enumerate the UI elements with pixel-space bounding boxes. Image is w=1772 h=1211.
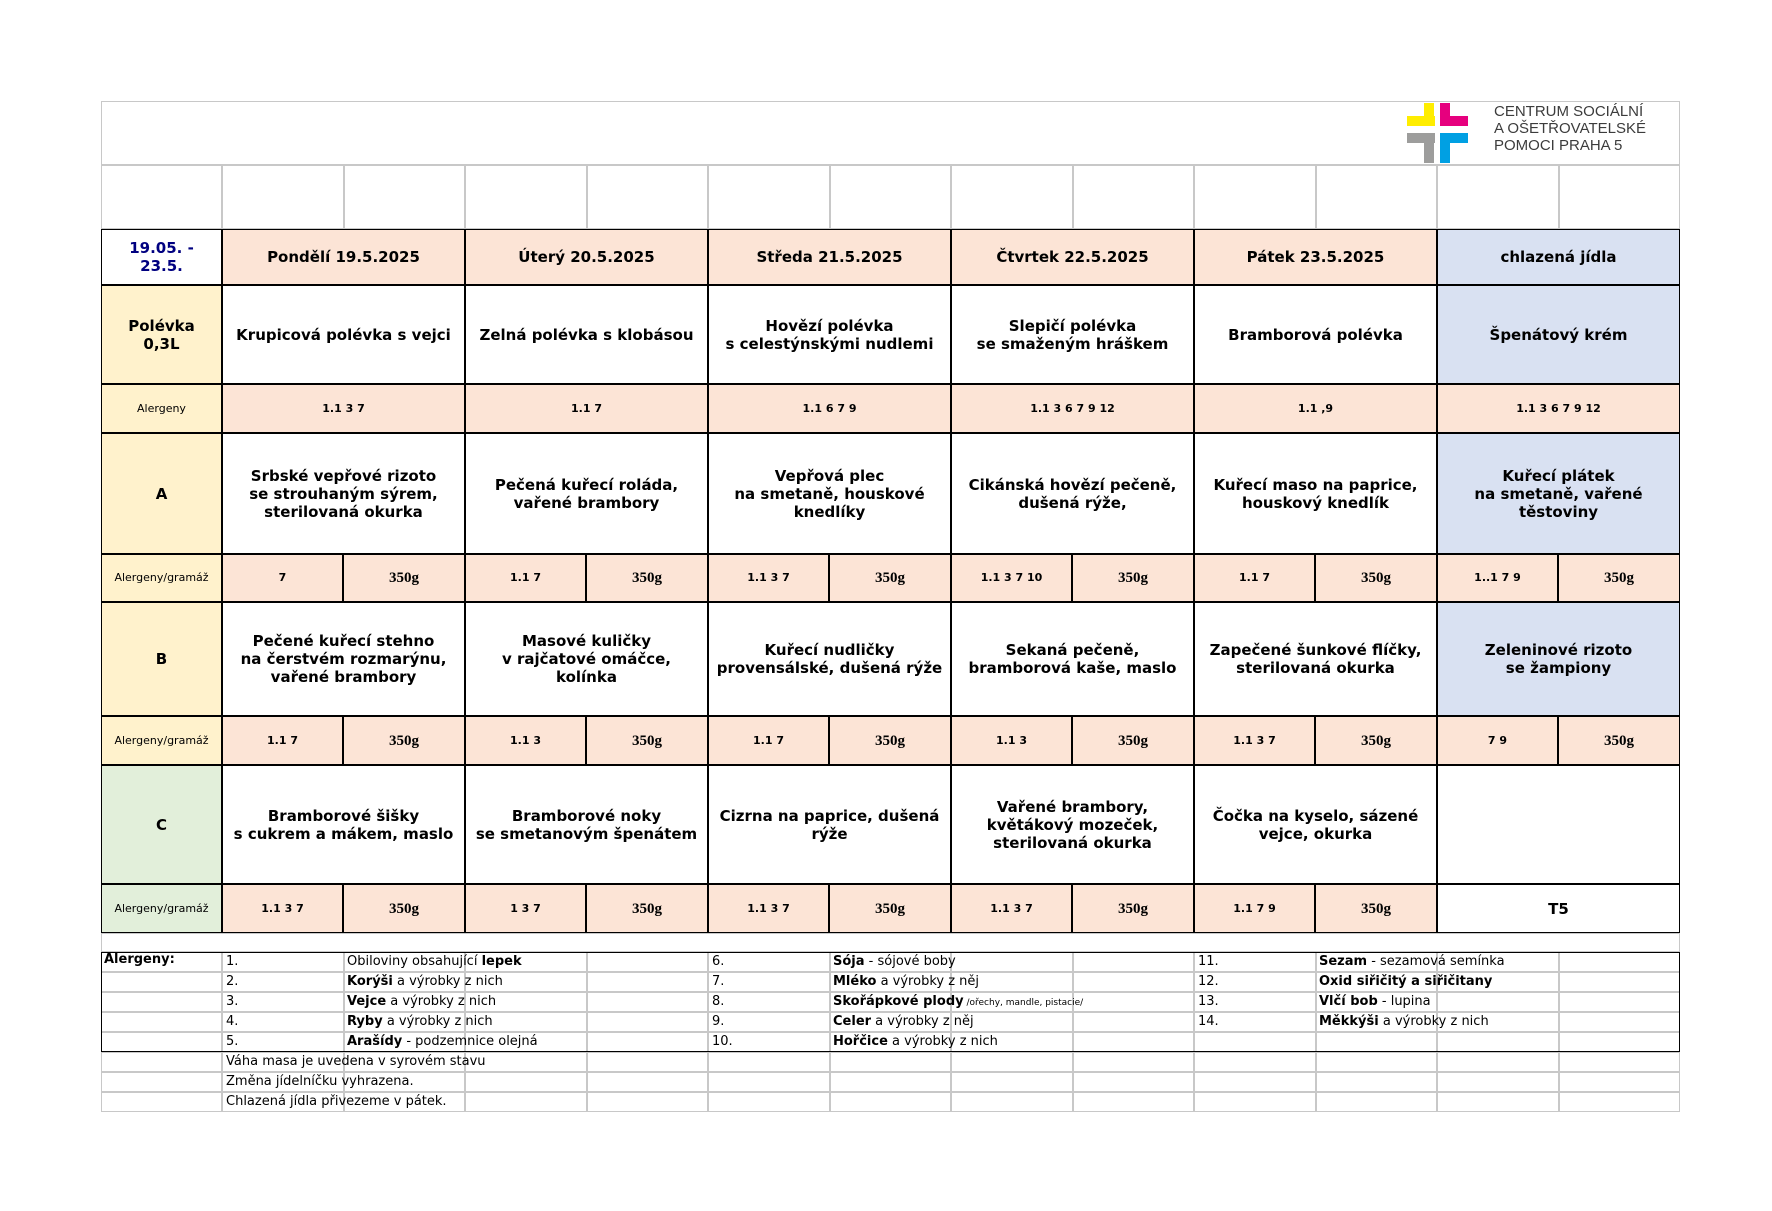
allergen-codes: 1.1 7 9 (1233, 901, 1276, 915)
legend-item-text: a výrobky z něj (876, 974, 980, 989)
header-spacer-divider (1315, 165, 1317, 229)
dish-cell (951, 285, 1194, 384)
dish-cell (1194, 285, 1437, 384)
dish-name: Krupicová polévka s vejci (236, 325, 451, 344)
header-spacer-divider (586, 165, 588, 229)
legend-item (347, 1012, 727, 1032)
legend-item-bold: Ryby (347, 1014, 383, 1029)
dish-name: Čočka na kyselo, sázené vejce, okurka (1212, 806, 1419, 843)
weight-value: 350g (389, 732, 419, 749)
allergen-cell (1437, 384, 1680, 433)
dish-name: Pečené kuřecí stehno na čerstvém rozmarýnu, vařené brambory (240, 632, 447, 686)
dish-name: Bramborové šišky s cukrem a mákem, maslo (233, 806, 454, 843)
dish-cell (465, 433, 708, 554)
legend-item-number (712, 1032, 812, 1052)
dish-cell (1194, 433, 1437, 554)
legend-item (1319, 952, 1699, 972)
dish-name: Hovězí polévka s celestýnskými nudlemi (725, 316, 934, 353)
allergen-label-text: Alergeny (137, 401, 186, 415)
legend-item-bold: Vejce (347, 994, 387, 1009)
day-header (222, 229, 465, 285)
allergen-cell (222, 554, 343, 602)
week-label (101, 229, 222, 285)
day-header (1194, 229, 1437, 285)
allergen-codes: 1.1 3 7 10 (980, 571, 1043, 585)
allergen-codes: 1.1 7 (571, 401, 602, 415)
chilled-code-cell (1437, 884, 1680, 933)
legend-item-number (1198, 992, 1298, 1012)
allergen-codes: 1.1 3 7 (747, 571, 790, 585)
weight-cell (586, 884, 708, 933)
weight-value: 350g (1118, 732, 1148, 749)
legend-number: 11. (1198, 954, 1219, 969)
allergen-codes: 1.1 3 7 (261, 901, 304, 915)
weight-cell (1558, 716, 1680, 765)
logo-cross-icon (1404, 101, 1478, 165)
legend-item-bold: Měkkýši (1319, 1014, 1379, 1029)
weight-value: 350g (1118, 570, 1148, 586)
legend-item-number (226, 992, 326, 1012)
allergen-codes: 1..1 7 9 (1474, 571, 1521, 585)
legend-item-bold: Sója (833, 954, 865, 969)
allergen-cell (951, 384, 1194, 433)
weight-cell (1315, 884, 1437, 933)
logo-line-2: A OŠETŘOVATELSKÉ (1494, 120, 1646, 137)
legend-item (1319, 1012, 1699, 1032)
dish-cell (951, 765, 1194, 884)
weight-value: 350g (1118, 900, 1148, 917)
day-name: Čtvrtek 22.5.2025 (996, 248, 1149, 266)
allergen-cell (465, 716, 586, 765)
weight-cell (1558, 554, 1680, 602)
legend-grid-cell (101, 1072, 222, 1092)
row-label-text: C (155, 815, 167, 834)
day-header (951, 229, 1194, 285)
allergen-codes: 1.1 7 (1239, 571, 1270, 585)
allergen-cell (465, 554, 586, 602)
legend-item-bold: Hořčice (833, 1034, 888, 1049)
legend-item-bold: Celer (833, 1014, 872, 1029)
legend-number: 6. (712, 954, 725, 969)
dish-name: Sekaná pečeně, bramborová kaše, maslo (968, 641, 1177, 677)
legend-item-bold: Vlčí bob (1319, 994, 1378, 1009)
legend-item-number (712, 952, 812, 972)
dish-name: Zeleninové rizoto se žampiony (1484, 641, 1633, 677)
weight-value: 350g (632, 732, 662, 749)
legend-item-number (1198, 972, 1298, 992)
allergen-cell (1437, 716, 1558, 765)
dish-cell (222, 433, 465, 554)
weight-cell (1315, 554, 1437, 602)
allergen-cell (1194, 554, 1315, 602)
header-spacer-divider (343, 165, 345, 229)
legend-item-number (712, 972, 812, 992)
allergen-codes: 1.1 7 (267, 733, 298, 747)
legend-number: 3. (226, 994, 239, 1009)
row-label-soup (101, 285, 222, 384)
dish-name: Zelná polévka s klobásou (479, 325, 694, 344)
allergen-codes: 7 (278, 571, 287, 585)
legend-item-text: a výrobky z nich (1378, 1014, 1489, 1029)
legend-item-number (226, 1012, 326, 1032)
allergen-codes: 1.1 3 7 (747, 901, 790, 915)
legend-spacer (101, 933, 1680, 952)
dish-cell (222, 602, 465, 716)
weight-cell (586, 554, 708, 602)
legend-item-text: - lupina (1377, 994, 1431, 1009)
allergen-cell (1437, 554, 1558, 602)
allergen-cell (708, 554, 829, 602)
legend-item-number (226, 972, 326, 992)
legend-title (104, 952, 222, 972)
dish-cell (708, 602, 951, 716)
allergen-row-label (101, 716, 222, 765)
dish-name: Bramborová polévka (1228, 325, 1403, 344)
dish-name: Slepičí polévka se smaženým hráškem (976, 316, 1169, 353)
legend-note (226, 1072, 726, 1092)
allergen-cell (708, 884, 829, 933)
weight-cell (343, 554, 465, 602)
dish-cell (1437, 433, 1680, 554)
legend-number: 2. (226, 974, 239, 989)
dish-cell (465, 602, 708, 716)
legend-item-bold: Sezam (1319, 954, 1368, 969)
weight-value: 350g (389, 570, 419, 586)
allergen-cell (465, 384, 708, 433)
legend-item-text: a výrobky z nich (386, 994, 497, 1009)
weight-value: 350g (389, 900, 419, 917)
day-name: Úterý 20.5.2025 (518, 248, 655, 266)
dish-cell (1437, 765, 1680, 884)
logo-line-3: POMOCI PRAHA 5 (1494, 137, 1623, 154)
legend-item-text: Obiloviny obsahující (347, 954, 482, 969)
row-label-a (101, 433, 222, 554)
weight-cell (829, 554, 951, 602)
weight-value: 350g (875, 570, 905, 586)
header-spacer-divider (829, 165, 831, 229)
legend-item-text: - sezamová semínka (1367, 954, 1505, 969)
dish-name: Kuřecí maso na paprice, houskový knedlík (1213, 475, 1418, 512)
allergen-cell (951, 554, 1072, 602)
dish-cell (1194, 602, 1437, 716)
legend-number: 9. (712, 1014, 725, 1029)
weight-value: 350g (1361, 900, 1391, 917)
legend-item-text: /ořechy, mandle, pistacie/ (963, 998, 1084, 1008)
weight-cell (1072, 716, 1194, 765)
weight-cell (343, 884, 465, 933)
weight-cell (586, 716, 708, 765)
allergen-cell (1194, 384, 1437, 433)
allergen-codes: 1 3 7 (510, 901, 541, 915)
legend-item-number (1198, 1012, 1298, 1032)
weight-value: 350g (875, 900, 905, 917)
legend-note (226, 1052, 726, 1072)
allergen-cell (222, 716, 343, 765)
day-name: chlazená jídla (1500, 248, 1617, 266)
logo-line-1: CENTRUM SOCIÁLNÍ (1494, 103, 1644, 120)
dish-name: Špenátový krém (1489, 325, 1628, 344)
header-spacer-divider (1558, 165, 1560, 229)
weight-cell (343, 716, 465, 765)
allergen-row-label (101, 884, 222, 933)
dish-cell (951, 433, 1194, 554)
legend-item (833, 992, 1213, 1012)
dish-name: Cizrna na paprice, dušená rýže (719, 806, 940, 843)
legend-item-bold: Oxid siřičitý a siřičitany (1319, 974, 1493, 989)
chilled-code: T5 (1548, 899, 1569, 918)
legend-number: 14. (1198, 1014, 1219, 1029)
legend-item (833, 972, 1213, 992)
legend-item-bold: Korýši (347, 974, 393, 989)
legend-item (347, 952, 727, 972)
legend-item (833, 1012, 1213, 1032)
row-label-text: Polévka 0,3L (128, 316, 195, 353)
allergen-label-text: Alergeny/gramáž (114, 571, 209, 585)
allergen-codes: 1.1 ,9 (1297, 401, 1334, 415)
allergen-row-label (101, 554, 222, 602)
allergen-codes: 1.1 3 6 7 9 12 (1516, 401, 1601, 415)
legend-item (1319, 992, 1699, 1012)
weight-value: 350g (1604, 570, 1634, 586)
allergen-cell (708, 716, 829, 765)
allergen-label-text: Alergeny/gramáž (114, 733, 209, 747)
row-label-text: B (155, 650, 168, 668)
allergen-codes: 1.1 3 6 7 9 12 (1030, 401, 1115, 415)
day-header (1437, 229, 1680, 285)
legend-item (347, 1032, 727, 1052)
weight-value: 350g (1604, 732, 1634, 749)
dish-name: Kuřecí nudličky provensálské, dušená rýže (716, 641, 943, 677)
allergen-cell (951, 716, 1072, 765)
legend-item-number (226, 1032, 326, 1052)
note-text: Změna jídelníčku vyhrazena. (226, 1074, 414, 1089)
allergen-cell (708, 384, 951, 433)
legend-note (226, 1092, 726, 1112)
allergen-cell (951, 884, 1072, 933)
dish-name: Cikánská hovězí pečeně, dušená rýže, (968, 475, 1177, 512)
legend-item-number (226, 952, 326, 972)
legend-grid-cell (101, 1092, 222, 1112)
dish-cell (708, 433, 951, 554)
legend-number: 5. (226, 1034, 239, 1049)
dish-name: Bramborové noky se smetanovým špenátem (475, 806, 698, 843)
dish-name: Vařené brambory, květákový mozeček, sterilovaná okurka (986, 797, 1159, 852)
legend-item (833, 1032, 1213, 1052)
allergen-codes: 1.1 3 (510, 733, 541, 747)
weight-cell (829, 884, 951, 933)
weight-value: 350g (1361, 570, 1391, 586)
legend-number: 10. (712, 1034, 733, 1049)
allergen-codes: 1.1 6 7 9 (802, 401, 857, 415)
dish-cell (1437, 602, 1680, 716)
allergen-codes: 1.1 7 (753, 733, 784, 747)
weight-cell (1072, 554, 1194, 602)
legend-item-number (712, 992, 812, 1012)
row-label-b (101, 602, 222, 716)
day-header (708, 229, 951, 285)
dish-name: Masové kuličky v rajčatové omáčce, kolínka (501, 632, 672, 686)
dish-name: Srbské vepřové rizoto se strouhaným sýrem, sterilovaná okurka (249, 466, 438, 521)
weight-value: 350g (875, 732, 905, 749)
legend-item-number (1198, 952, 1298, 972)
legend-item-text: a výrobky z nich (392, 974, 503, 989)
day-name: Středa 21.5.2025 (756, 248, 903, 266)
weight-cell (1072, 884, 1194, 933)
allergen-cell (465, 884, 586, 933)
legend-number: 13. (1198, 994, 1219, 1009)
note-text: Chlazená jídla přivezeme v pátek. (226, 1094, 447, 1109)
legend-item-text: - podzemnice olejná (402, 1034, 538, 1049)
allergen-codes: 1.1 7 (510, 571, 541, 585)
legend-item-text: a výrobky z nich (382, 1014, 493, 1029)
legend-item (347, 992, 727, 1012)
day-name: Pondělí 19.5.2025 (267, 248, 420, 266)
allergen-codes: 1.1 3 7 (990, 901, 1033, 915)
allergen-row-label (101, 384, 222, 433)
legend-item-text: - sójové boby (864, 954, 956, 969)
allergen-cell (1194, 884, 1315, 933)
allergen-codes: 1.1 3 7 (322, 401, 365, 415)
legend-number: 8. (712, 994, 725, 1009)
legend-number: 7. (712, 974, 725, 989)
dish-cell (1437, 285, 1680, 384)
dish-cell (1194, 765, 1437, 884)
dish-cell (708, 765, 951, 884)
weight-value: 350g (632, 570, 662, 586)
week-range: 19.05. - 23.5. (129, 239, 194, 275)
legend-grid-cell (101, 1052, 222, 1072)
dish-name: Kuřecí plátek na smetaně, vařené těstoviny (1474, 466, 1643, 521)
legend-title-text: Alergeny: (104, 952, 175, 967)
dish-cell (465, 765, 708, 884)
row-label-c (101, 765, 222, 884)
legend-item (1319, 972, 1699, 992)
legend-item-bold: Mléko (833, 974, 877, 989)
allergen-codes: 7 9 (1487, 733, 1508, 747)
header-spacer-cell (101, 165, 222, 229)
allergen-cell (222, 384, 465, 433)
legend-item-bold: Arašídy (347, 1034, 403, 1049)
dish-cell (465, 285, 708, 384)
legend-number: 12. (1198, 974, 1219, 989)
legend-item-bold: Skořápkové plody (833, 994, 964, 1009)
weight-value: 350g (632, 900, 662, 917)
row-label-text: A (155, 484, 168, 503)
dish-cell (951, 602, 1194, 716)
dish-name: Vepřová plec na smetaně, houskové knedlíky (734, 466, 925, 521)
allergen-label-text: Alergeny/gramáž (114, 901, 209, 915)
weight-cell (829, 716, 951, 765)
legend-item-bold: lepek (481, 954, 522, 969)
legend-number: 1. (226, 954, 239, 969)
organization-logo (1404, 101, 1680, 165)
dish-cell (708, 285, 951, 384)
dish-name: Pečená kuřecí roláda, vařené brambory (494, 475, 679, 512)
allergen-cell (1194, 716, 1315, 765)
allergen-codes: 1.1 3 (996, 733, 1027, 747)
dish-cell (222, 765, 465, 884)
allergen-codes: 1.1 3 7 (1233, 733, 1276, 747)
legend-item-text: a výrobky z něj (871, 1014, 974, 1029)
legend-item-text: a výrobky z nich (887, 1034, 998, 1049)
weight-value: 350g (1361, 732, 1391, 749)
day-header (465, 229, 708, 285)
legend-item-number (712, 1012, 812, 1032)
dish-cell (222, 285, 465, 384)
note-text: Váha masa je uvedena v syrovém stavu (226, 1054, 486, 1069)
legend-number: 4. (226, 1014, 239, 1029)
dish-name: Zapečené šunkové flíčky, sterilovaná okurka (1209, 641, 1422, 677)
legend-item (347, 972, 727, 992)
weight-cell (1315, 716, 1437, 765)
allergen-cell (222, 884, 343, 933)
day-name: Pátek 23.5.2025 (1246, 248, 1385, 266)
header-spacer-divider (1072, 165, 1074, 229)
legend-item (833, 952, 1213, 972)
